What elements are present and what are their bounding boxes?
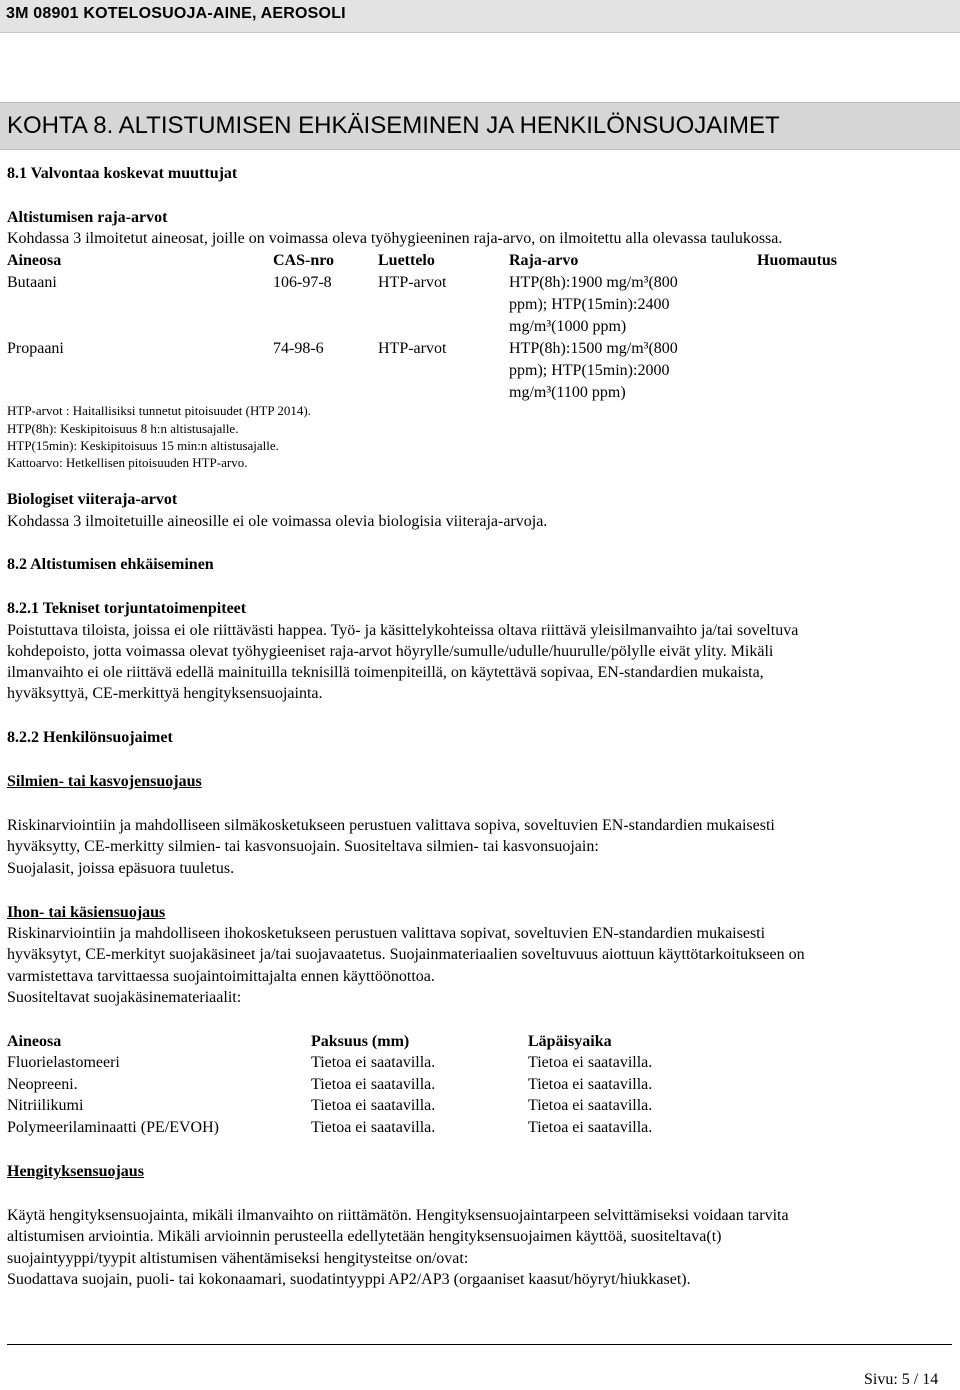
eye-protection-heading: Silmien- tai kasvojensuojaus <box>7 773 202 790</box>
subsection-heading-8-2: 8.2 Altistumisen ehkäiseminen <box>7 556 214 573</box>
paragraph-line: Riskinarviointiin ja mahdolliseen silmäkosketukseen perustuen valittava sopiva, soveltuvien EN-standardien mukaisesti <box>7 817 775 834</box>
page-number: Sivu: 5 / 14 <box>864 1371 939 1388</box>
paragraph-line: hyväksyttyä, CE-merkittyä hengityksensuojainta. <box>7 685 323 702</box>
col-header-raja: Raja-arvo <box>509 252 579 269</box>
cell-material: Neopreeni. <box>7 1076 78 1093</box>
col-header-aineosa: Aineosa <box>7 252 62 269</box>
section-header-bar <box>0 102 960 150</box>
cell-material: Nitriilikumi <box>7 1097 84 1114</box>
paragraph-line: altistumisen arviointia. Mikäli arvioinnin perusteella edellytetään hengityksensuojaimen käyttöä, suositeltava(t) <box>7 1228 722 1245</box>
cell-aineosa: Butaani <box>7 274 57 291</box>
document-header-bar <box>0 0 960 33</box>
bio-heading: Biologiset viiteraja-arvot <box>7 491 178 508</box>
cell-raja-line: HTP(8h):1900 mg/m³(800 <box>509 274 678 291</box>
section-title: KOHTA 8. ALTISTUMISEN EHKÄISEMINEN JA HENKILÖNSUOJAIMET <box>7 112 780 139</box>
cell-breakthrough: Tietoa ei saatavilla. <box>528 1119 653 1136</box>
paragraph-line: Suodattava suojain, puoli- tai kokonaamari, suodatintyyppi AP2/AP3 (orgaaniset kaasut/höyryt/hiukkaset). <box>7 1271 691 1288</box>
paragraph-line: hyväksytty, CE-merkitty silmien- tai kasvonsuojain. Suositeltava silmien- tai kasvonsuojain: <box>7 838 599 855</box>
col-header-luettelo: Luettelo <box>378 252 435 269</box>
subsection-heading-8-1: 8.1 Valvontaa koskevat muuttujat <box>7 165 238 182</box>
cell-aineosa: Propaani <box>7 340 64 357</box>
footnote: HTP(15min): Keskipitoisuus 15 min:n altistusajalle. <box>7 438 279 453</box>
paragraph-line: hyväksytyt, CE-merkityt suojakäsineet ja/tai suojavaatetus. Suojainmateriaalien soveltuvuus aiottuun käyttötarkoitukseen on <box>7 946 805 963</box>
footnote: HTP(8h): Keskipitoisuus 8 h:n altistusajalle. <box>7 421 239 436</box>
skin-protection-heading: Ihon- tai käsiensuojaus <box>7 904 166 921</box>
product-title: 3M 08901 KOTELOSUOJA-AINE, AEROSOLI <box>6 5 346 22</box>
cell-material: Polymeerilaminaatti (PE/EVOH) <box>7 1119 219 1136</box>
col-header-huomautus: Huomautus <box>757 252 838 269</box>
subsection-heading-8-2-2: 8.2.2 Henkilönsuojaimet <box>7 729 173 746</box>
paragraph-line: Poistuttava tiloista, joissa ei ole riittävästi happea. Työ- ja käsittelykohteissa oltava riittävä yleisilmanvaihto ja/tai soveltuva <box>7 622 799 639</box>
cell-cas: 74-98-6 <box>273 340 324 357</box>
footnote: HTP-arvot : Haitallisiksi tunnetut pitoisuudet (HTP 2014). <box>7 403 311 418</box>
col-header-lapaisyaika: Läpäisyaika <box>528 1033 612 1050</box>
cell-cas: 106-97-8 <box>273 274 332 291</box>
respiratory-protection-heading: Hengityksensuojaus <box>7 1163 144 1180</box>
paragraph-line: Käytä hengityksensuojainta, mikäli ilmanvaihto on riittämätön. Hengityksensuojaintarpeen selvittämiseksi voidaan tarvita <box>7 1207 789 1224</box>
cell-raja-line: HTP(8h):1500 mg/m³(800 <box>509 340 678 357</box>
paragraph-line: kohdepoisto, jotta voimassa olevat työhygieeniset raja-arvot höyrylle/sumulle/udulle/huurulle/pölylle eivät ylity. Mikäli <box>7 643 774 660</box>
paragraph-line: Riskinarviointiin ja mahdolliseen ihokosketukseen perustuen valittava sopivat, soveltuvien EN-standardien mukaisesti <box>7 925 766 942</box>
bio-text: Kohdassa 3 ilmoitetuille aineosille ei ole voimassa olevia biologisia viiteraja-arvoja. <box>7 513 548 530</box>
col-header-cas: CAS-nro <box>273 252 335 269</box>
paragraph-line: Suositeltavat suojakäsinemateriaalit: <box>7 989 242 1006</box>
cell-breakthrough: Tietoa ei saatavilla. <box>528 1076 653 1093</box>
cell-thickness: Tietoa ei saatavilla. <box>311 1119 436 1136</box>
cell-raja-line: ppm); HTP(15min):2000 <box>509 362 670 379</box>
limits-heading: Altistumisen raja-arvot <box>7 209 168 226</box>
subsection-heading-8-2-1: 8.2.1 Tekniset torjuntatoimenpiteet <box>7 600 247 617</box>
cell-raja-line: mg/m³(1100 ppm) <box>509 384 626 401</box>
cell-thickness: Tietoa ei saatavilla. <box>311 1076 436 1093</box>
paragraph-line: varmistettava tarvittaessa suojaintoimittajalta ennen käyttöönottoa. <box>7 968 435 985</box>
cell-breakthrough: Tietoa ei saatavilla. <box>528 1097 653 1114</box>
paragraph-line: ilmanvaihto ei ole riittävä edellä mainituilla teknisillä toimenpiteillä, on käytettävä sopivaa, EN-standardien mukaista, <box>7 664 764 681</box>
cell-raja-line: mg/m³(1000 ppm) <box>509 318 627 335</box>
cell-luettelo: HTP-arvot <box>378 274 447 291</box>
col-header-aineosa: Aineosa <box>7 1033 62 1050</box>
cell-luettelo: HTP-arvot <box>378 340 447 357</box>
paragraph-line: Suojalasit, joissa epäsuora tuuletus. <box>7 860 235 877</box>
footer-divider <box>7 1344 952 1345</box>
col-header-paksuus: Paksuus (mm) <box>311 1033 410 1050</box>
cell-breakthrough: Tietoa ei saatavilla. <box>528 1054 653 1071</box>
cell-material: Fluorielastomeeri <box>7 1054 120 1071</box>
cell-thickness: Tietoa ei saatavilla. <box>311 1054 436 1071</box>
footnote: Kattoarvo: Hetkellisen pitoisuuden HTP-arvo. <box>7 455 248 470</box>
cell-raja-line: ppm); HTP(15min):2400 <box>509 296 670 313</box>
limits-intro: Kohdassa 3 ilmoitetut aineosat, joille on voimassa oleva työhygieeninen raja-arvo, on ilmoitettu alla olevassa taulukossa. <box>7 230 783 247</box>
cell-thickness: Tietoa ei saatavilla. <box>311 1097 436 1114</box>
paragraph-line: suojaintyyppi/tyypit altistumisen vähentämiseksi hengitysteitse on/ovat: <box>7 1250 469 1267</box>
